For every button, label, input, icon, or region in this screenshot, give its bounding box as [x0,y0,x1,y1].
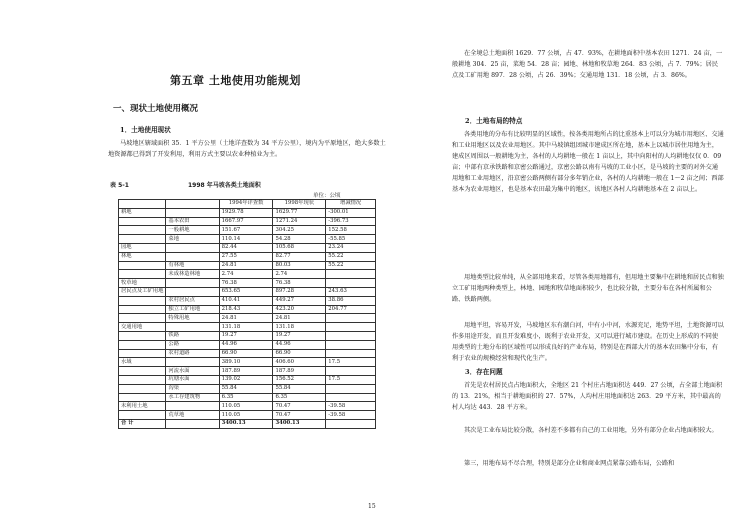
table-cell: 19.27 [273,331,326,340]
table-cell: 3400.13 [273,419,326,428]
table-cell: 6.35 [219,393,273,402]
table-cell [119,411,166,420]
table-row [119,358,376,367]
table-cell: 110.05 [219,402,273,411]
table-cell: 82.77 [273,252,326,261]
table-cell: 2.74 [219,270,273,279]
table-row [119,419,376,428]
table-cell: 6.35 [273,393,326,402]
table-cell: 131.18 [273,323,326,332]
table-cell: 105.68 [273,243,326,252]
table-title: 1998 年马坡各类土地面积 [188,182,261,189]
table-cell: 铁路 [166,331,219,340]
table-cell: 80.03 [273,261,326,270]
terrain-paragraph: 用地平坦，容易开发，马坡地区东有潮白河，中有小中河，水源充足，地势平坦，土地资源可以作多用途开发，而且开发难度小，既利于农业开发，又可以进行城市建设。在历史上形成的不同使用类型的土地分布的区域性可以形成良好的产业布局，特别是在西部大片的基本农田集中分布，有利于农业的规模经营和现代化生产。 [452,322,724,362]
table-cell [119,375,166,384]
table-cell [326,419,376,428]
table-header-cell: 增减情况 [326,200,376,209]
table-cell [119,340,166,349]
table-cell: 44.96 [219,340,273,349]
table-cell: 一般耕地 [166,226,219,235]
table-cell: 187.89 [273,367,326,376]
table-cell: -55.85 [326,235,376,244]
table-cell: 55.22 [326,252,376,261]
table-cell: 406.60 [273,358,326,367]
table-cell [119,217,166,226]
section-heading: 一、现状土地使用概况 [113,104,199,114]
table-cell [326,384,376,393]
table-cell [166,243,219,252]
table-cell: 2.74 [273,270,326,279]
land-type-paragraph: 用地类型比较单纯，从全部用地来看，尽管各类用地都有，但用地主要集中在耕地和居民点和独立工矿用地两种类型上，林地、园地和牧草地面积较少，也比较分散，主要分布在各村所属和公路、铁路两侧。 [452,274,724,303]
table-cell [119,305,166,314]
table-cell: 耕地 [119,208,166,217]
table-cell: 17.5 [326,375,376,384]
table-cell: 304.25 [273,226,326,235]
table-cell: 有林地 [166,261,219,270]
table-cell: 菜地 [166,235,219,244]
table-cell: 24.81 [219,261,273,270]
table-cell [119,296,166,305]
table-cell: 24.81 [219,314,273,323]
problem-2-paragraph: 其次是工业布局比较分散，各村差不多都有自己的工业用地，另外有部分企业占地面积较大。 [464,427,718,434]
table-cell: 3400.13 [219,419,273,428]
table-cell: 897.28 [273,287,326,296]
table-cell: 218.43 [219,305,273,314]
table-cell [326,340,376,349]
table-cell: 70.47 [273,402,326,411]
page-number: 15 [368,503,376,510]
table-cell: 410.41 [219,296,273,305]
table-cell: 55.84 [219,384,273,393]
table-cell [166,208,219,217]
table-cell: -39.58 [326,411,376,420]
table-cell: 交通用地 [119,323,166,332]
table-cell: 农村居民点 [166,296,219,305]
table-cell [166,323,219,332]
table-cell: 55.22 [326,261,376,270]
table-cell: 牧草地 [119,279,166,288]
table-cell [119,314,166,323]
problem-1-paragraph: 首先是农村居民点占地面积大，全地区 21 个村庄占地面积达 449．27 公顷，占全部土地面积的 13．21%，相当于耕地面积的 27．57%，人均村庄用地面积达 263．29 平方米，其中最高的村人均达 443．28 平方米。 [452,382,723,411]
table-cell: 152.58 [326,226,376,235]
layout-features-paragraph: 各类用地的分布有比较明显的区域性，按各类用地所占的比重基本上可以分为城市用地区、交通和工业用地区以及农业用地区。其中马坡镇组团城市建成区所在地，基本上以城市居住用地为主，建成区周围以一般耕地为主，各村的人均耕地一般在 1 亩以上，其中向阳村的人均耕地仅仅 0．09 亩；中部有京承铁路和京密公路通过，京密公路以南有马坡的工业小区，是马坡的主要的对外交通用地和工业用地区，沿京密公路两侧有部分多年销企业，各村的人均耕地一般在 1～2 亩之间；西部基本为农业用地区，也是基本农田最为集中的地区，该地区各村人均耕地基本在 2 亩以上。 [452,131,724,193]
table-cell [326,349,376,358]
table-cell: 1667.97 [219,217,273,226]
table-cell: 389.10 [219,358,273,367]
table-row [119,279,376,288]
table-row [119,367,376,376]
land-composition-paragraph: 在全境总土地面积 1629．77 公顷，占 47．93%，在耕地面积中基本农田 1271．24 亩，一般耕地 304．25 亩，菜地 54．28 亩；园地、林地和牧草地 264．83 公顷，占 7．79%；居民点及工矿用地 897．28 公顷，占 26．39%；交通用地 131．18 公顷，占 3．86%。 [452,50,723,79]
table-cell: 204.77 [326,305,376,314]
table-cell [119,349,166,358]
table-cell: 24.81 [273,314,326,323]
table-cell: 66.90 [273,349,326,358]
table-cell: 187.89 [219,367,273,376]
table-cell [326,331,376,340]
table-row [119,287,376,296]
table-cell [119,384,166,393]
table-cell [326,393,376,402]
table-cell: 54.28 [273,235,326,244]
table-cell [326,314,376,323]
land-area-table [118,199,376,429]
table-unit-note: 单位：公顷 [313,193,341,199]
table-cell: 农村道路 [166,349,219,358]
table-row [119,305,376,314]
table-cell [166,279,219,288]
table-row [119,208,376,217]
table-row [119,314,376,323]
subsection-heading-1: 1．土地使用现状 [120,126,171,134]
table-row [119,296,376,305]
table-row [119,349,376,358]
subsection-heading-3: 3．存在问题 [465,368,503,376]
table-cell: 653.65 [219,287,273,296]
table-cell: 17.5 [326,358,376,367]
table-cell: 合 计 [119,419,166,428]
table-cell [119,226,166,235]
table-cell: 38.86 [326,296,376,305]
table-row [119,261,376,270]
table-cell: 110.05 [219,411,273,420]
table-header-cell [119,200,166,209]
table-cell: 独立工矿用地 [166,305,219,314]
table-row [119,323,376,332]
table-cell [166,402,219,411]
problem-3-paragraph: 第三，用地布局不尽合理，特别是部分企业和商业网点紧靠公路布局，公路和 [464,460,675,467]
table-cell: 423.20 [273,305,326,314]
table-cell [119,393,166,402]
table-cell: 82.44 [219,243,273,252]
table-header-cell: 1998年现状 [273,200,326,209]
table-header-cell [166,200,219,209]
table-cell [166,419,219,428]
table-cell: 23.24 [326,243,376,252]
table-cell [119,270,166,279]
table-cell [326,323,376,332]
intro-paragraph: 马坡地区辖域面积 35．1 平方公里（土地详查数为 34 平方公里），境内为平原地区，绝大多数土地资源都已得到了开发利用，利用方式主要以农业种植业为主。 [108,140,386,158]
table-cell [166,287,219,296]
table-row [119,270,376,279]
table-cell: -396.73 [326,217,376,226]
table-cell: 河流水面 [166,367,219,376]
table-cell: 76.38 [219,279,273,288]
table-row [119,217,376,226]
table-cell [326,279,376,288]
table-row [119,375,376,384]
table-cell: 449.27 [273,296,326,305]
table-cell: 110.14 [219,235,273,244]
table-cell: 139.02 [219,375,273,384]
table-cell: 1929.78 [219,208,273,217]
table-cell: 243.63 [326,287,376,296]
table-row [119,243,376,252]
table-cell: 水工存建筑物 [166,393,219,402]
table-cell: 131.18 [219,323,273,332]
table-cell: 55.84 [273,384,326,393]
table-cell: 156.52 [273,375,326,384]
table-cell [326,367,376,376]
table-row [119,235,376,244]
table-cell: -39.58 [326,402,376,411]
table-number: 表 5-1 [110,182,129,189]
table-row [119,252,376,261]
table-cell: 园地 [119,243,166,252]
table-cell: 基本农田 [166,217,219,226]
table-row [119,402,376,411]
table-cell: 特殊用地 [166,314,219,323]
table-cell: 1271.24 [273,217,326,226]
table-row [119,411,376,420]
table-header-cell: 1994年详查数 [219,200,273,209]
table-cell: 19.27 [219,331,273,340]
table-cell: 70.47 [273,411,326,420]
table-cell: 林地 [119,252,166,261]
table-cell [166,358,219,367]
subsection-heading-2: 2．土地布局的特点 [465,117,523,125]
table-cell: 1629.77 [273,208,326,217]
table-row [119,340,376,349]
table-cell: 沟渠 [166,384,219,393]
table-cell [119,235,166,244]
table-cell: 44.96 [273,340,326,349]
table-cell [119,367,166,376]
table-cell: -300.01 [326,208,376,217]
table-cell: 水域 [119,358,166,367]
table-cell [326,270,376,279]
table-header-row [119,200,376,209]
table-cell [166,252,219,261]
table-cell [119,261,166,270]
table-cell: 未成林造林地 [166,270,219,279]
table-cell: 公路 [166,340,219,349]
table-cell [119,331,166,340]
table-cell: 居民点及工矿用地 [119,287,166,296]
table-row [119,331,376,340]
table-cell: 27.55 [219,252,273,261]
table-cell: 151.67 [219,226,273,235]
table-cell: 荒草地 [166,411,219,420]
table-cell: 坑塘水面 [166,375,219,384]
table-cell: 未利用土地 [119,402,166,411]
chapter-title: 第五章 土地使用功能规划 [170,74,301,87]
table-row [119,226,376,235]
table-cell: 76.38 [273,279,326,288]
table-cell: 66.90 [219,349,273,358]
table-row [119,393,376,402]
table-row [119,384,376,393]
